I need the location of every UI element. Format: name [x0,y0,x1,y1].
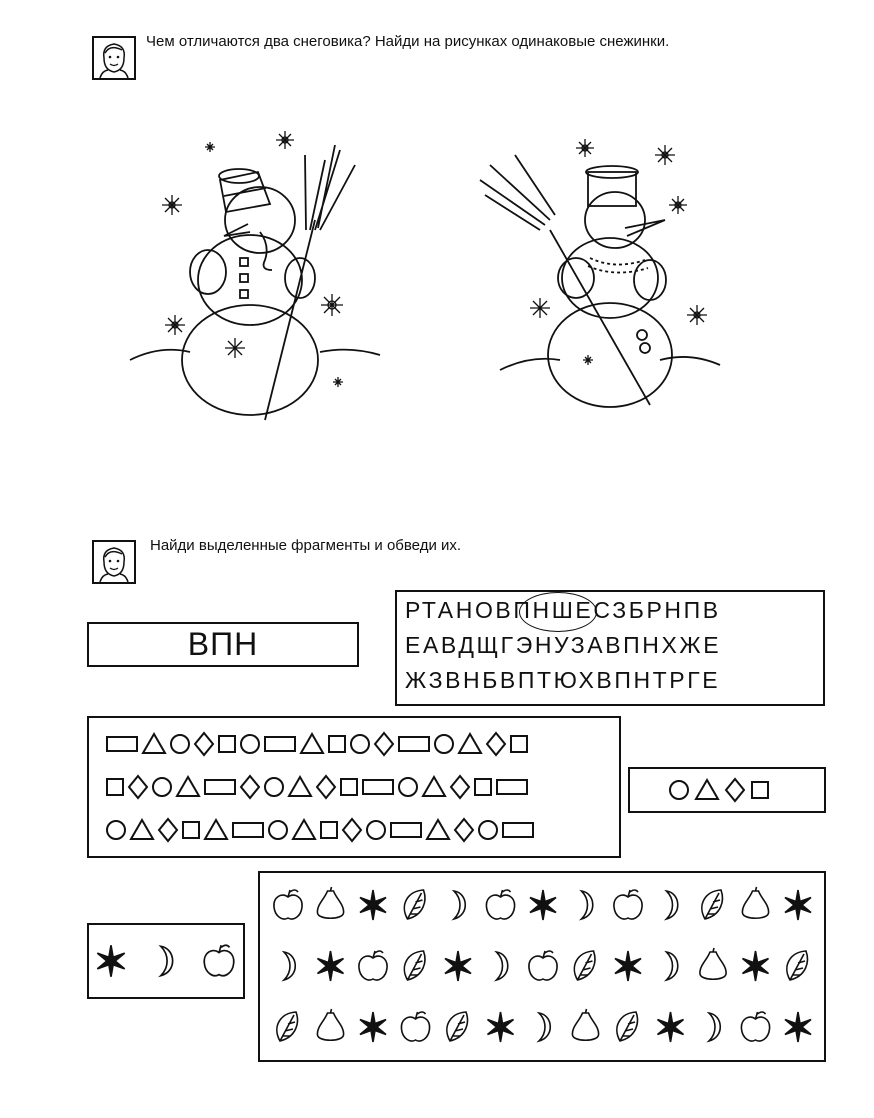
fruits-grid[interactable] [258,871,826,1062]
rect-shape [233,823,263,837]
rect-shape [503,823,533,837]
rect-shape [265,737,295,751]
leaf-icon [404,890,425,919]
star-icon [360,1012,386,1042]
letters-target-box [87,622,359,667]
moon-icon [539,1013,550,1041]
triangle-shape [696,780,718,799]
triangle-shape [143,734,165,753]
triangle-shape [293,820,315,839]
circle-shape [479,821,497,839]
snowmen-illustration [120,120,740,440]
apple-icon [614,890,642,919]
diamond-shape [129,776,147,798]
square-shape [329,736,345,752]
letters-grid [395,590,825,706]
moon-icon [582,891,593,919]
fruits-target [89,925,243,997]
circle-shape [399,778,417,796]
square-shape [321,822,337,838]
star-icon [97,945,124,977]
triangle-shape [423,777,445,796]
found-fragment-circle [519,592,597,632]
circle-shape [107,821,125,839]
moon-icon [709,1013,720,1041]
leaf-icon [447,1012,468,1041]
circle-shape [265,778,283,796]
star-icon [318,951,344,981]
shapes-target-box [628,767,826,813]
child-face-icon [92,540,136,584]
triangle-shape [131,820,153,839]
apple-icon [529,951,557,980]
rect-shape [399,737,429,751]
moon-icon [454,891,465,919]
pear-icon [742,887,768,918]
square-shape [107,779,123,795]
star-icon [658,1012,684,1042]
square-shape [219,736,235,752]
circle-shape [269,821,287,839]
star-icon [488,1012,514,1042]
diamond-shape [343,819,361,841]
star-icon [445,951,471,981]
star-icon [785,1012,811,1042]
rect-shape [107,737,137,751]
pear-icon [572,1009,598,1040]
pear-icon [317,1009,343,1040]
moon-icon [667,952,678,980]
leaf-icon [574,951,595,980]
circle-shape [153,778,171,796]
square-shape [752,782,768,798]
letters-row-3: ЖЗВНБВПТЮХВПНТРГЕ [405,667,721,693]
shapes-rows [89,718,619,856]
rect-shape [363,780,393,794]
triangle-shape [205,820,227,839]
rect-shape [497,780,527,794]
letters-row-1: РТАНОВПНШЕСЗБРНПВ [405,597,721,623]
leaf-icon [702,890,723,919]
leaf-icon [277,1012,298,1041]
moon-icon [284,952,295,980]
diamond-shape [487,733,505,755]
task-2-instruction: Найди выделенные фрагменты и обведи их. [150,537,462,554]
rect-shape [391,823,421,837]
diamond-shape [455,819,473,841]
square-shape [475,779,491,795]
diamond-shape [375,733,393,755]
circle-shape [351,735,369,753]
diamond-shape [317,776,335,798]
diamond-shape [195,733,213,755]
circle-shape [241,735,259,753]
leaf-icon [404,951,425,980]
moon-icon [161,946,173,975]
star-icon [615,951,641,981]
diamond-shape [241,776,259,798]
star-icon [743,951,769,981]
circle-shape [367,821,385,839]
triangle-shape [427,820,449,839]
leaf-icon [787,951,808,980]
letters-target-word: ВПН [187,626,259,662]
child-face-icon [92,36,136,80]
circle-shape [670,781,688,799]
circle-shape [171,735,189,753]
shapes-target [630,769,824,811]
fruits-rows [260,873,824,1060]
rect-shape [205,780,235,794]
apple-icon [274,890,302,919]
moon-icon [497,952,508,980]
apple-icon [204,945,234,975]
apple-icon [359,951,387,980]
leaf-icon [617,1012,638,1041]
triangle-shape [289,777,311,796]
moon-icon [667,891,678,919]
triangle-shape [459,734,481,753]
shapes-grid[interactable] [87,716,621,858]
square-shape [183,822,199,838]
pear-icon [700,948,726,979]
pear-icon [317,887,343,918]
task-1-instruction: Чем отличаются два снеговика? Найди на рисунках одинаковые снежинки. [146,33,670,50]
diamond-shape [451,776,469,798]
triangle-shape [177,777,199,796]
diamond-shape [726,779,744,801]
fruits-target-box [87,923,245,999]
star-icon [785,890,811,920]
star-icon [530,890,556,920]
apple-icon [486,890,514,919]
circle-shape [435,735,453,753]
apple-icon [401,1012,429,1041]
star-icon [360,890,386,920]
diamond-shape [159,819,177,841]
square-shape [511,736,527,752]
triangle-shape [301,734,323,753]
apple-icon [741,1012,769,1041]
letters-row-2: ЕАВДЩГЭНУЗАВПНХЖЕ [405,632,722,658]
square-shape [341,779,357,795]
